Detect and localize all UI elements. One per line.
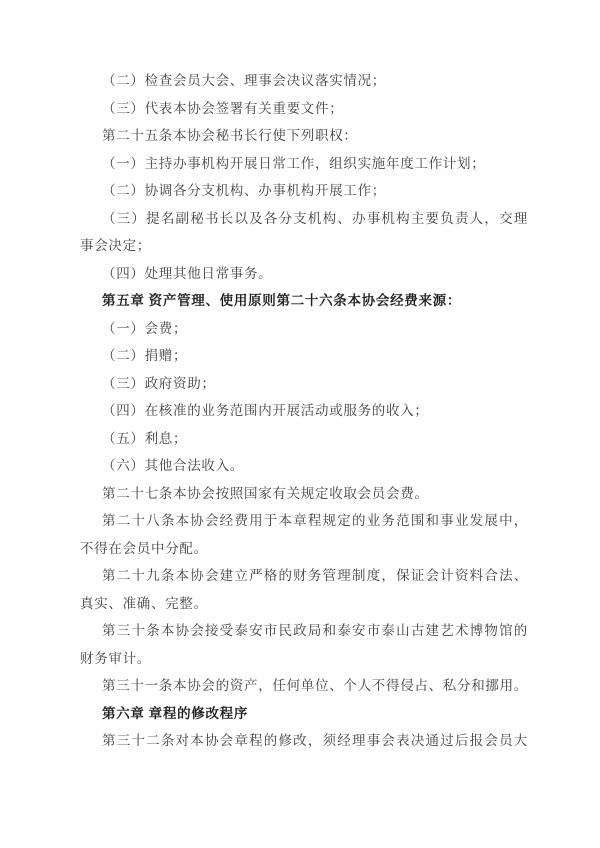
document-line: 第二十九条本协会建立严格的财务管理制度，保证会计资料合法、 [102, 568, 528, 583]
document-line: （五）利息； [102, 430, 188, 446]
document-line: （一）会费； [102, 320, 188, 336]
document-line: （三）政府资助； [102, 375, 216, 391]
document-line: （二）协调各分支机构、办事机构开展工作； [102, 183, 386, 198]
document-line: 财务审计。 [80, 650, 151, 666]
document-line: （六）其他合法收入。 [102, 458, 244, 473]
document-content [80, 67, 528, 755]
document-line: （二）捐赠； [102, 348, 188, 363]
document-line: 第二十五条本协会秘书长行使下列职权： [102, 128, 358, 143]
document-line: 不得在会员中分配。 [80, 540, 208, 556]
chapter-heading-line: 第五章 资产管理、使用原则第二十六条本协会经费来源： [102, 293, 462, 308]
document-line: （一）主持办事机构开展日常工作，组织实施年度工作计划； [102, 155, 486, 171]
document-line: 第二十七条本协会按照国家有关规定收取会员会费。 [102, 485, 429, 501]
document-line: 真实、准确、完整。 [80, 595, 208, 611]
document-line: 第二十八条本协会经费用于本章程规定的业务范围和事业发展中， [102, 513, 528, 528]
document-line: 事会决定； [80, 238, 151, 253]
document-line: 第三十条本协会接受泰安市民政局和泰安市泰山古建艺术博物馆的 [102, 623, 528, 638]
document-line: （三）代表本协会签署有关重要文件； [102, 100, 344, 116]
chapter-heading-line: 第六章 章程的修改程序 [102, 705, 249, 721]
document-line: 第三十二条对本协会章程的修改，须经理事会表决通过后报会员大 [102, 733, 528, 748]
document-line: （三）提名副秘书长以及各分支机构、办事机构主要负责人，交理 [102, 210, 528, 226]
document-line: （四）处理其他日常事务。 [102, 265, 273, 281]
document-line: （二）检查会员大会、理事会决议落实情况； [102, 73, 386, 88]
document-line: （四）在核准的业务范围内开展活动或服务的收入； [102, 403, 429, 418]
document-line: 第三十一条本协会的资产，任何单位、个人不得侵占、私分和挪用。 [102, 678, 528, 693]
